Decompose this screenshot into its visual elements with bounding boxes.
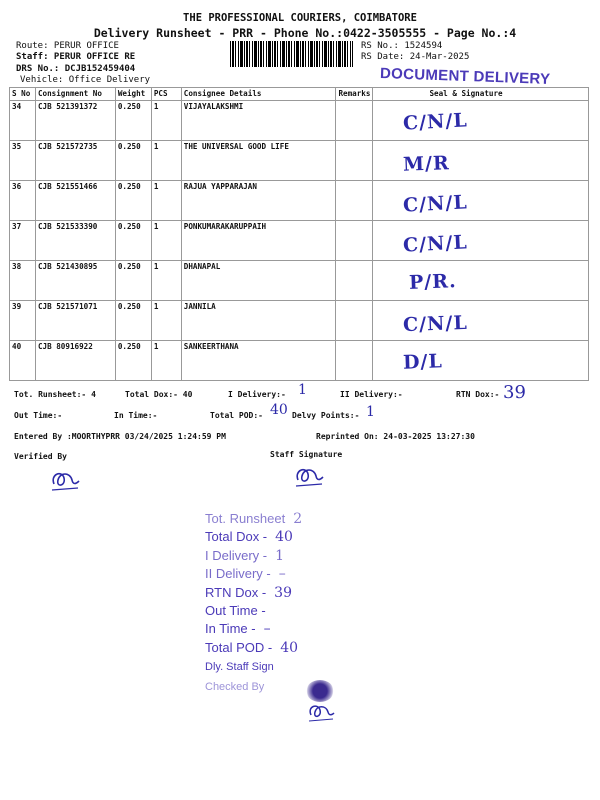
table-row — [10, 341, 589, 381]
column-header: Weight — [115, 88, 151, 101]
stamp-line: RTN Dox - 39 — [205, 584, 292, 601]
signature-cell — [373, 301, 589, 341]
signature-cell — [373, 221, 589, 261]
remarks-cell — [336, 221, 373, 261]
consignment-cell: CJB 521430895 — [35, 261, 115, 301]
signature-cell — [373, 181, 589, 221]
sno-cell: 37 — [10, 221, 36, 261]
runsheet-title: Delivery Runsheet - PRR - Phone No.:0422-3505555 - Page No.:4 — [93, 26, 517, 40]
consignee-cell: VIJAYALAKSHMI — [181, 101, 336, 141]
handwritten-signature: D/L — [403, 350, 444, 374]
weight-cell: 0.250 — [115, 261, 151, 301]
signature-cell — [373, 101, 589, 141]
staff-signature-label: Staff Signature — [270, 450, 343, 459]
delvy-points-handwritten: 1 — [366, 404, 375, 420]
consignment-cell: CJB 521551466 — [35, 181, 115, 221]
remarks-cell — [336, 341, 373, 381]
remarks-cell — [336, 141, 373, 181]
table-row — [10, 141, 589, 181]
sno-cell: 35 — [10, 141, 36, 181]
column-header: Remarks — [336, 88, 373, 101]
signature-cell — [373, 261, 589, 301]
document-delivery-stamp: DOCUMENT DELIVERY — [379, 65, 551, 88]
reprinted-on: Reprinted On: 24-03-2025 13:27:30 — [316, 432, 475, 441]
table-row — [10, 301, 589, 341]
table-header-row — [10, 88, 589, 101]
handwritten-signature: C/N/L — [402, 231, 469, 257]
ii-delivery: II Delivery:- — [340, 390, 403, 399]
verified-by-label: Verified By — [14, 452, 67, 461]
table-row — [10, 261, 589, 301]
delvy-points: Delvy Points:- — [292, 411, 360, 420]
handwritten-signature: C/N/L — [402, 109, 469, 135]
rs-date: RS Date: 24-Mar-2025 — [361, 52, 470, 62]
stamp-line: Out Time - — [205, 603, 266, 619]
remarks-cell — [336, 301, 373, 341]
remarks-cell — [336, 101, 373, 141]
summary-stamp — [205, 510, 375, 696]
table-row — [10, 221, 589, 261]
in-time: In Time:- — [114, 411, 158, 420]
consignment-cell: CJB 521391372 — [35, 101, 115, 141]
route-label: Route: PERUR OFFICE — [16, 41, 119, 51]
column-header: Seal & Signature — [373, 88, 589, 101]
stamp-line: Dly. Staff Sign — [205, 661, 274, 674]
consignment-cell: CJB 521571071 — [35, 301, 115, 341]
total-pod-handwritten: 40 — [270, 402, 288, 418]
vehicle-label: Vehicle: Office Delivery — [20, 75, 151, 85]
i-delivery: I Delivery:- — [228, 390, 286, 399]
rtn-dox: RTN Dox:- — [456, 390, 500, 399]
consignment-table — [9, 87, 589, 381]
handwritten-signature: C/N/L — [403, 311, 469, 337]
pcs-cell: 1 — [151, 341, 181, 381]
remarks-cell — [336, 261, 373, 301]
consignee-cell: DHANAPAL — [181, 261, 336, 301]
table-row — [10, 101, 589, 141]
sno-cell: 39 — [10, 301, 36, 341]
sno-cell: 36 — [10, 181, 36, 221]
handwritten-signature: M/R — [403, 152, 451, 176]
table-row — [10, 181, 589, 221]
tot-runsheet: Tot. Runsheet:- 4 — [14, 390, 96, 399]
signature-cell — [373, 141, 589, 181]
consignment-cell: CJB 521572735 — [35, 141, 115, 181]
company-name: THE PROFESSIONAL COURIERS, COIMBATORE — [183, 12, 417, 24]
weight-cell: 0.250 — [115, 221, 151, 261]
pcs-cell: 1 — [151, 141, 181, 181]
rs-number: RS No.: 1524594 — [361, 41, 443, 51]
weight-cell: 0.250 — [115, 301, 151, 341]
staff-signature-mark — [292, 462, 326, 490]
handwritten-signature: P/R. — [409, 270, 458, 294]
stamp-line: Tot. Runsheet 2 — [205, 511, 303, 527]
stamp-line: II Delivery - – — [205, 566, 286, 583]
i-delivery-handwritten: 1 — [298, 382, 307, 398]
pcs-cell: 1 — [151, 101, 181, 141]
handwritten-signature: C/N/L — [402, 191, 469, 217]
staff-label: Staff: PERUR OFFICE RE — [16, 52, 136, 62]
weight-cell: 0.250 — [115, 181, 151, 221]
verified-by-signature — [48, 466, 82, 494]
consignee-cell: PONKUMARAKARUPPAIH — [181, 221, 336, 261]
stamp-line: Total POD - 40 — [205, 639, 299, 656]
pcs-cell: 1 — [151, 301, 181, 341]
pcs-cell: 1 — [151, 261, 181, 301]
column-header: Consignment No — [35, 88, 115, 101]
weight-cell: 0.250 — [115, 341, 151, 381]
total-dox: Total Dox:- 40 — [125, 390, 193, 399]
stamp-line: I Delivery - 1 — [205, 547, 285, 564]
weight-cell: 0.250 — [115, 141, 151, 181]
column-header: PCS — [151, 88, 181, 101]
barcode — [230, 41, 353, 67]
pcs-cell: 1 — [151, 181, 181, 221]
remarks-cell — [336, 181, 373, 221]
out-time: Out Time:- — [14, 411, 63, 420]
stamp-line: Total Dox - 40 — [205, 529, 293, 546]
drs-number: DRS No.: DCJB152459404 — [16, 64, 136, 74]
pcs-cell: 1 — [151, 221, 181, 261]
entered-by: Entered By :MOORTHYPRR 03/24/2025 1:24:59 PM — [14, 432, 226, 441]
consignee-cell: RAJUA YAPPARAJAN — [181, 181, 336, 221]
consignment-cell: CJB 80916922 — [35, 341, 115, 381]
rtn-dox-handwritten: 39 — [503, 382, 526, 403]
sno-cell: 34 — [10, 101, 36, 141]
stamp-line: In Time - – — [205, 621, 271, 638]
total-pod: Total POD:- — [210, 411, 263, 420]
checked-by-signature — [306, 700, 336, 724]
consignee-cell: THE UNIVERSAL GOOD LIFE — [181, 141, 336, 181]
column-header: Consignee Details — [181, 88, 336, 101]
weight-cell: 0.250 — [115, 101, 151, 141]
signature-cell — [373, 341, 589, 381]
sno-cell: 40 — [10, 341, 36, 381]
ink-blot — [306, 680, 334, 702]
sno-cell: 38 — [10, 261, 36, 301]
consignee-cell: SANKEERTHANA — [181, 341, 336, 381]
consignment-cell: CJB 521533390 — [35, 221, 115, 261]
stamp-line: Checked By — [205, 680, 265, 693]
consignee-cell: JANNILA — [181, 301, 336, 341]
column-header: S No — [10, 88, 36, 101]
